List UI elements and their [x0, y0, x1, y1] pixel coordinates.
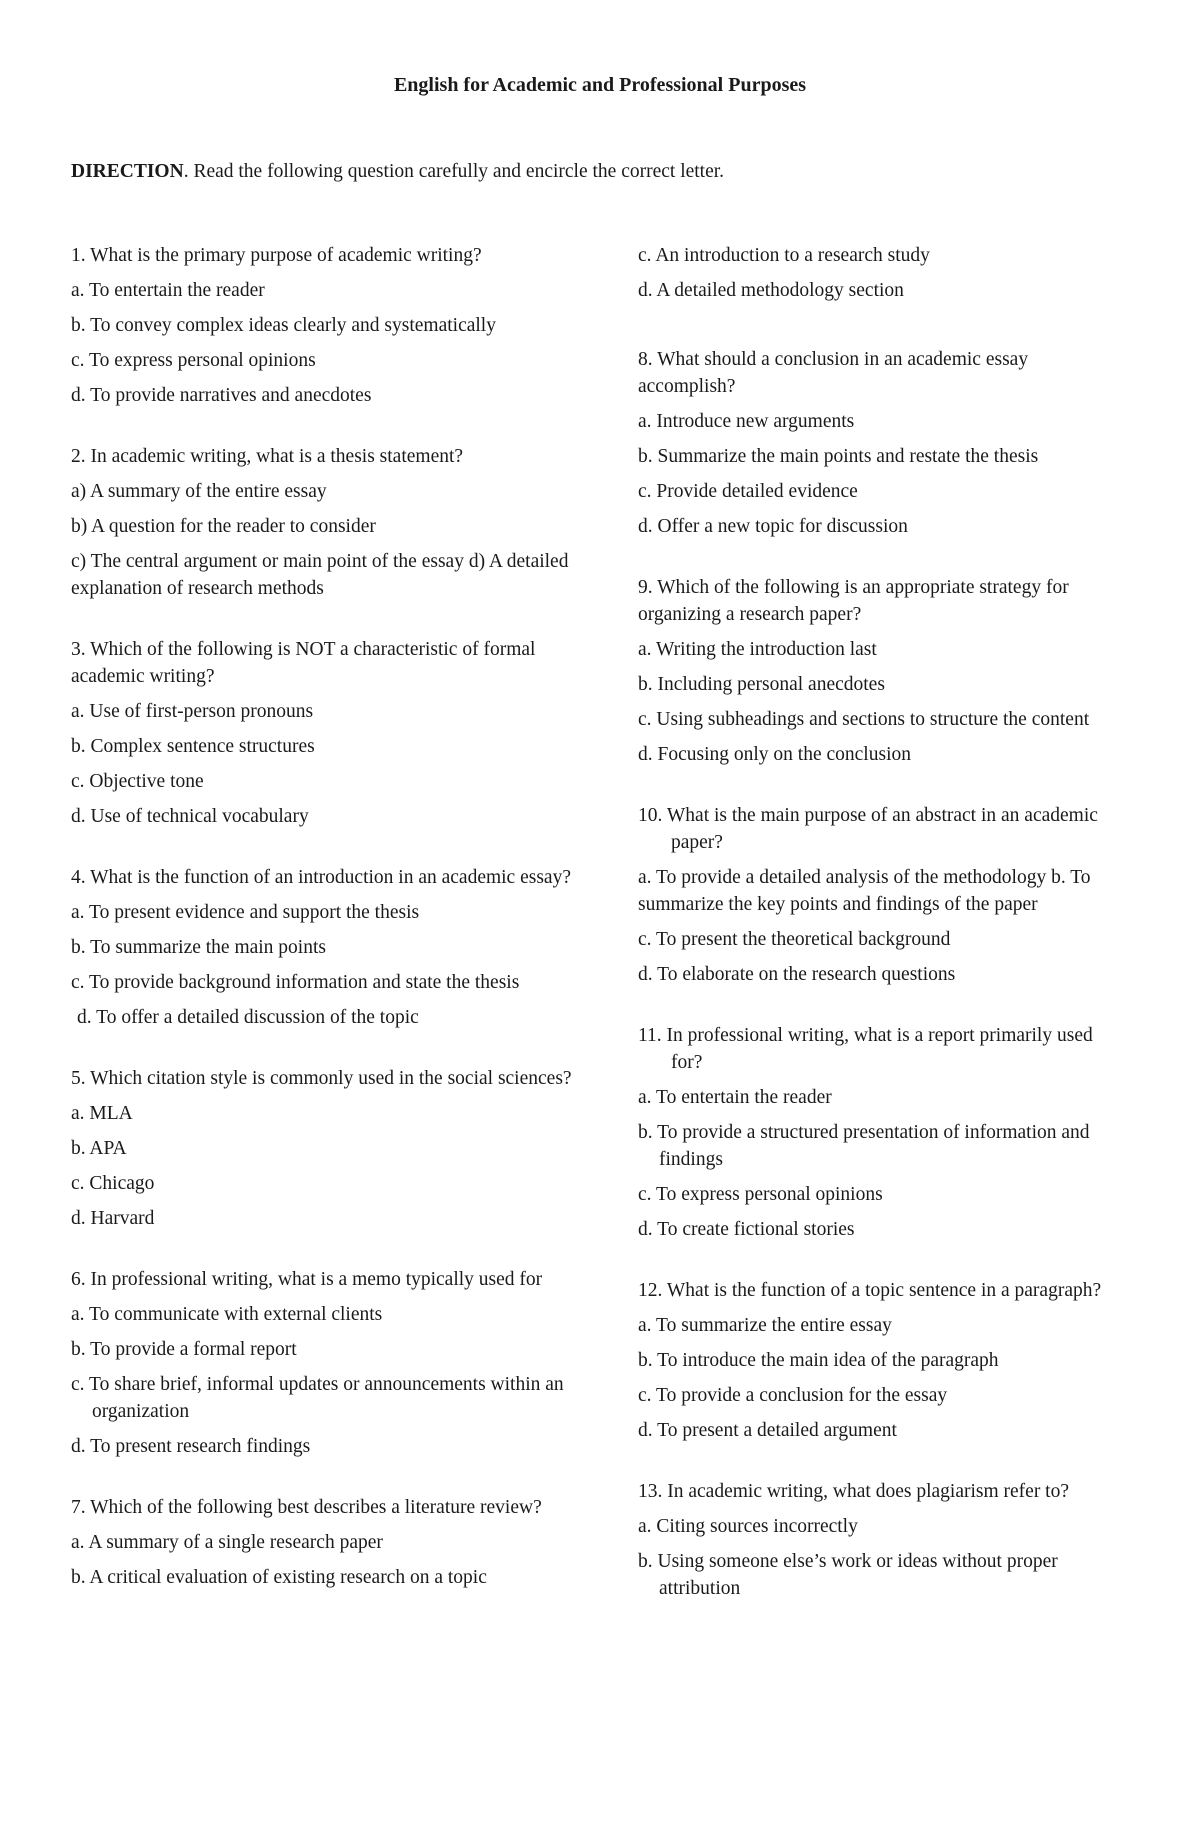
option-d[interactable]: d. Focusing only on the conclusion [638, 744, 911, 765]
option-b[interactable]: b. To convey complex ideas clearly and systematically [71, 315, 496, 336]
option-a[interactable]: a. To present evidence and support the thesis [71, 902, 420, 923]
option-b[interactable]: b. Using someone else’s work or ideas without proper attribution [638, 1551, 1058, 1599]
question-text: 10. What is the main purpose of an abstract in an academic paper? [638, 805, 1098, 853]
option-d[interactable]: d. To create fictional stories [638, 1219, 855, 1240]
option-a[interactable]: a. A summary of a single research paper [71, 1532, 383, 1553]
option-b[interactable]: b. Complex sentence structures [71, 736, 315, 757]
question-text: 9. Which of the following is an appropriate strategy for organizing a research paper? [638, 577, 1069, 625]
option-b[interactable]: b. Including personal anecdotes [638, 674, 885, 695]
option-a[interactable]: a. To entertain the reader [638, 1087, 832, 1108]
option-a[interactable]: a. Introduce new arguments [638, 411, 855, 432]
question-3 [71, 636, 581, 830]
option-a[interactable]: a. To communicate with external clients [71, 1304, 383, 1325]
option-c-d[interactable]: c) The central argument or main point of the essay d) A detailed explanation of research methods [71, 551, 569, 599]
option-d[interactable]: d. Use of technical vocabulary [71, 806, 309, 827]
direction-label: DIRECTION [71, 161, 184, 182]
question-text: 2. In academic writing, what is a thesis statement? [71, 446, 464, 467]
option-b[interactable]: b. To provide a structured presentation of information and findings [638, 1122, 1090, 1170]
option-a[interactable]: a) A summary of the entire essay [71, 481, 327, 502]
question-7-continued [638, 242, 1128, 304]
option-c[interactable]: c. To share brief, informal updates or announcements within an organization [71, 1374, 564, 1422]
option-a[interactable]: a. MLA [71, 1103, 133, 1124]
direction-line [71, 158, 724, 185]
question-text: 1. What is the primary purpose of academic writing? [71, 245, 482, 266]
document-title: English for Academic and Professional Purposes [393, 74, 807, 96]
option-b[interactable]: b) A question for the reader to consider [71, 516, 376, 537]
option-c[interactable]: c. To provide a conclusion for the essay [638, 1385, 948, 1406]
option-b[interactable]: b. To summarize the main points [71, 937, 326, 958]
question-1 [71, 242, 581, 409]
option-c[interactable]: c. Provide detailed evidence [638, 481, 858, 502]
option-a[interactable]: a. Use of first-person pronouns [71, 701, 314, 722]
question-6 [71, 1266, 581, 1460]
option-d[interactable]: d. Harvard [71, 1208, 155, 1229]
question-4 [71, 864, 581, 1031]
question-12 [638, 1277, 1128, 1444]
option-d[interactable]: d. To provide narratives and anecdotes [71, 385, 372, 406]
option-a-b[interactable]: a. To provide a detailed analysis of the methodology b. To summarize the key points and findings of the paper [638, 867, 1091, 915]
option-a[interactable]: a. Writing the introduction last [638, 639, 877, 660]
option-d[interactable]: d. To present research findings [71, 1436, 311, 1457]
question-text: 8. What should a conclusion in an academic essay accomplish? [638, 349, 1029, 397]
question-10 [638, 802, 1128, 988]
option-b[interactable]: b. Summarize the main points and restate the thesis [638, 446, 1039, 467]
option-c[interactable]: c. To express personal opinions [638, 1184, 883, 1205]
question-text: 6. In professional writing, what is a memo typically used for [71, 1269, 543, 1290]
option-a[interactable]: a. Citing sources incorrectly [638, 1516, 858, 1537]
question-text: 4. What is the function of an introduction in an academic essay? [71, 867, 571, 888]
option-d[interactable]: d. A detailed methodology section [638, 280, 904, 301]
question-5 [71, 1065, 581, 1232]
option-a[interactable]: a. To summarize the entire essay [638, 1315, 892, 1336]
option-d[interactable]: d. To offer a detailed discussion of the topic [77, 1007, 419, 1028]
option-d[interactable]: d. Offer a new topic for discussion [638, 516, 908, 537]
option-c[interactable]: c. Chicago [71, 1173, 155, 1194]
option-b[interactable]: b. APA [71, 1138, 127, 1159]
option-c[interactable]: c. To express personal opinions [71, 350, 316, 371]
question-2 [71, 443, 581, 602]
option-a[interactable]: a. To entertain the reader [71, 280, 265, 301]
option-b[interactable]: b. A critical evaluation of existing research on a topic [71, 1567, 487, 1588]
option-c[interactable]: c. To provide background information and state the thesis [71, 972, 520, 993]
question-7 [71, 1494, 581, 1591]
option-d[interactable]: d. To present a detailed argument [638, 1420, 897, 1441]
option-c[interactable]: c. An introduction to a research study [638, 245, 930, 266]
question-text: 12. What is the function of a topic sentence in a paragraph? [638, 1280, 1102, 1301]
question-text: 3. Which of the following is NOT a characteristic of formal academic writing? [71, 639, 536, 687]
question-8 [638, 346, 1128, 540]
question-11 [638, 1022, 1128, 1243]
option-c[interactable]: c. To present the theoretical background [638, 929, 951, 950]
direction-text: . Read the following question carefully and encircle the correct letter. [183, 161, 725, 182]
option-c[interactable]: c. Objective tone [71, 771, 204, 792]
question-text: 5. Which citation style is commonly used in the social sciences? [71, 1068, 572, 1089]
option-grid [71, 1100, 581, 1232]
question-text: 7. Which of the following best describes a literature review? [71, 1497, 542, 1518]
left-column [71, 242, 581, 1625]
question-text: 11. In professional writing, what is a report primarily used for? [638, 1025, 1093, 1073]
option-c[interactable]: c. Using subheadings and sections to structure the content [638, 709, 1090, 730]
option-b[interactable]: b. To introduce the main idea of the paragraph [638, 1350, 999, 1371]
option-d[interactable]: d. To elaborate on the research questions [638, 964, 956, 985]
question-text: 13. In academic writing, what does plagiarism refer to? [638, 1481, 1070, 1502]
right-column [638, 242, 1128, 1636]
option-b[interactable]: b. To provide a formal report [71, 1339, 297, 1360]
question-9 [638, 574, 1128, 768]
question-13 [638, 1478, 1128, 1602]
